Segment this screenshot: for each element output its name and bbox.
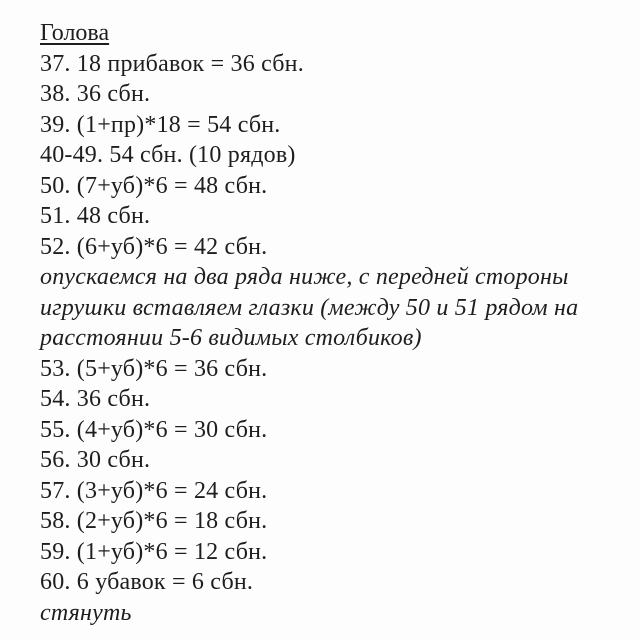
pattern-row-38: 38. 36 сбн. — [40, 81, 151, 107]
pattern-row-54: 54. 36 сбн. — [40, 386, 151, 412]
pattern-note-eyes: опускаемся на два ряда ниже, с передней стороны игрушки вставляем глазки (между 50 и 51 рядом на расстоянии 5-6 видимых столбиков) — [40, 264, 579, 351]
pattern-row-51: 51. 48 сбн. — [40, 203, 151, 229]
pattern-row-52: 52. (6+уб)*6 = 42 сбн. — [40, 233, 268, 260]
pattern-row-58: 58. (2+уб)*6 = 18 сбн. — [40, 508, 268, 534]
pattern-row-59: 59. (1+уб)*6 = 12 сбн. — [40, 538, 268, 565]
pattern-row-53: 53. (5+уб)*6 = 36 сбн. — [40, 355, 268, 382]
pattern-row-39: 39. (1+пр)*18 = 54 сбн. — [40, 111, 281, 138]
pattern-row-37: 37. 18 прибавок = 36 сбн. — [40, 50, 304, 77]
pattern-row-50: 50. (7+уб)*6 = 48 сбн. — [40, 172, 268, 199]
pattern-row-57: 57. (3+уб)*6 = 24 сбн. — [40, 477, 268, 504]
pattern-row-60: 60. 6 убавок = 6 сбн. — [40, 569, 254, 595]
pattern-finish-note: стянуть — [40, 599, 132, 626]
pattern-rows-40-49: 40-49. 54 сбн. (10 рядов) — [40, 142, 296, 168]
pattern-row-55: 55. (4+уб)*6 = 30 сбн. — [40, 416, 268, 443]
section-title: Голова — [40, 20, 110, 46]
pattern-row-56: 56. 30 сбн. — [40, 447, 151, 473]
